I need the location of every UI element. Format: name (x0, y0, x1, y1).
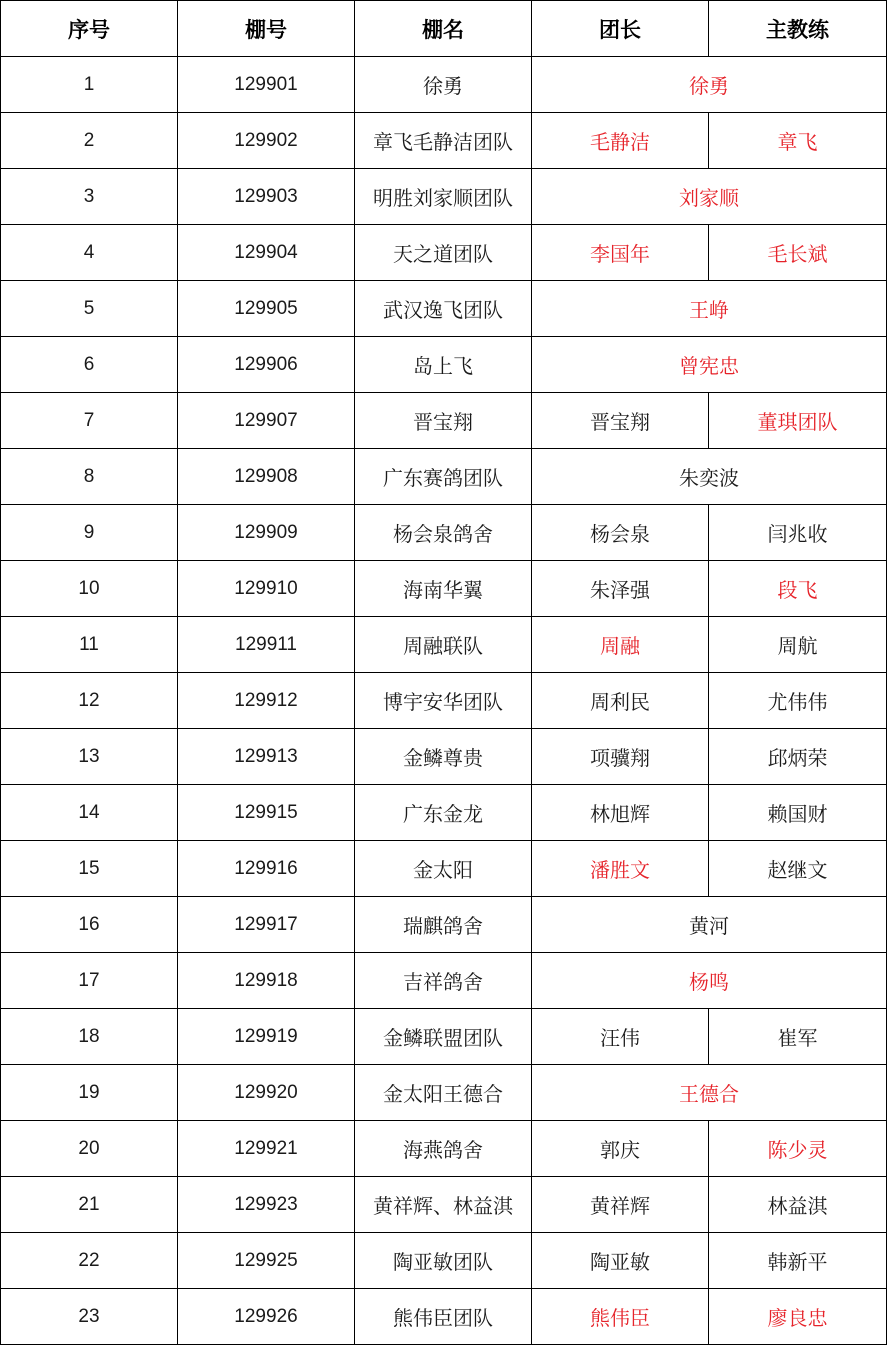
cell-loft-code: 129907 (178, 393, 355, 449)
cell-coach: 董琪团队 (709, 393, 887, 449)
cell-coach: 廖良忠 (709, 1289, 887, 1345)
table-row (1, 1065, 887, 1121)
cell-loft-name: 吉祥鸽舍 (355, 953, 532, 1009)
cell-index: 2 (1, 113, 178, 169)
header-index: 序号 (1, 1, 178, 57)
cell-leader-coach: 王德合 (532, 1065, 887, 1121)
cell-coach: 陈少灵 (709, 1121, 887, 1177)
cell-leader: 晋宝翔 (532, 393, 709, 449)
cell-index: 10 (1, 561, 178, 617)
cell-coach: 林益淇 (709, 1177, 887, 1233)
cell-loft-name: 熊伟臣团队 (355, 1289, 532, 1345)
cell-loft-name: 章飞毛静洁团队 (355, 113, 532, 169)
cell-loft-name: 武汉逸飞团队 (355, 281, 532, 337)
table-row (1, 785, 887, 841)
cell-loft-code: 129902 (178, 113, 355, 169)
table-row (1, 1233, 887, 1289)
cell-index: 5 (1, 281, 178, 337)
cell-leader: 毛静洁 (532, 113, 709, 169)
cell-loft-code: 129920 (178, 1065, 355, 1121)
cell-index: 12 (1, 673, 178, 729)
header-loft-code: 棚号 (178, 1, 355, 57)
cell-index: 6 (1, 337, 178, 393)
cell-index: 16 (1, 897, 178, 953)
cell-loft-name: 瑞麒鸽舍 (355, 897, 532, 953)
cell-index: 8 (1, 449, 178, 505)
cell-leader-coach: 徐勇 (532, 57, 887, 113)
cell-loft-name: 天之道团队 (355, 225, 532, 281)
table-row (1, 729, 887, 785)
cell-loft-name: 海燕鸽舍 (355, 1121, 532, 1177)
table-row (1, 1121, 887, 1177)
header-row (1, 1, 887, 57)
cell-coach: 尤伟伟 (709, 673, 887, 729)
cell-index: 21 (1, 1177, 178, 1233)
cell-loft-name: 杨会泉鸽舍 (355, 505, 532, 561)
table-row (1, 561, 887, 617)
cell-coach: 邱炳荣 (709, 729, 887, 785)
cell-loft-code: 129903 (178, 169, 355, 225)
cell-loft-name: 金鳞尊贵 (355, 729, 532, 785)
cell-index: 11 (1, 617, 178, 673)
cell-loft-name: 陶亚敏团队 (355, 1233, 532, 1289)
cell-leader: 林旭辉 (532, 785, 709, 841)
cell-loft-code: 129916 (178, 841, 355, 897)
cell-loft-code: 129915 (178, 785, 355, 841)
table-row (1, 505, 887, 561)
cell-loft-code: 129921 (178, 1121, 355, 1177)
cell-leader: 周利民 (532, 673, 709, 729)
header-coach: 主教练 (709, 1, 887, 57)
cell-coach: 章飞 (709, 113, 887, 169)
cell-index: 20 (1, 1121, 178, 1177)
cell-leader: 杨会泉 (532, 505, 709, 561)
cell-loft-name: 金太阳王德合 (355, 1065, 532, 1121)
cell-loft-code: 129913 (178, 729, 355, 785)
cell-loft-code: 129925 (178, 1233, 355, 1289)
cell-coach: 崔军 (709, 1009, 887, 1065)
cell-loft-code: 129906 (178, 337, 355, 393)
cell-loft-code: 129909 (178, 505, 355, 561)
table-row (1, 1009, 887, 1065)
cell-loft-name: 广东赛鸽团队 (355, 449, 532, 505)
table-row (1, 673, 887, 729)
cell-loft-code: 129926 (178, 1289, 355, 1345)
cell-loft-name: 博宇安华团队 (355, 673, 532, 729)
cell-coach: 毛长斌 (709, 225, 887, 281)
cell-coach: 段飞 (709, 561, 887, 617)
cell-loft-code: 129904 (178, 225, 355, 281)
cell-coach: 赵继文 (709, 841, 887, 897)
cell-loft-code: 129923 (178, 1177, 355, 1233)
table-row (1, 841, 887, 897)
cell-leader: 周融 (532, 617, 709, 673)
cell-leader: 黄祥辉 (532, 1177, 709, 1233)
cell-index: 23 (1, 1289, 178, 1345)
cell-index: 22 (1, 1233, 178, 1289)
table-row (1, 281, 887, 337)
cell-index: 18 (1, 1009, 178, 1065)
header-loft-name: 棚名 (355, 1, 532, 57)
table-row (1, 57, 887, 113)
table-row (1, 617, 887, 673)
cell-loft-code: 129908 (178, 449, 355, 505)
table-row (1, 113, 887, 169)
table-row (1, 169, 887, 225)
cell-coach: 闫兆收 (709, 505, 887, 561)
cell-loft-code: 129911 (178, 617, 355, 673)
table-body (1, 57, 887, 1345)
cell-loft-name: 黄祥辉、林益淇 (355, 1177, 532, 1233)
cell-leader: 汪伟 (532, 1009, 709, 1065)
cell-loft-name: 明胜刘家顺团队 (355, 169, 532, 225)
cell-coach: 韩新平 (709, 1233, 887, 1289)
table-row (1, 1177, 887, 1233)
cell-loft-name: 金太阳 (355, 841, 532, 897)
cell-coach: 赖国财 (709, 785, 887, 841)
cell-loft-name: 岛上飞 (355, 337, 532, 393)
cell-loft-code: 129905 (178, 281, 355, 337)
cell-index: 19 (1, 1065, 178, 1121)
cell-loft-name: 晋宝翔 (355, 393, 532, 449)
cell-index: 3 (1, 169, 178, 225)
cell-leader-coach: 杨鸣 (532, 953, 887, 1009)
cell-loft-name: 金鳞联盟团队 (355, 1009, 532, 1065)
cell-leader-coach: 黄河 (532, 897, 887, 953)
cell-index: 7 (1, 393, 178, 449)
cell-loft-name: 海南华翼 (355, 561, 532, 617)
cell-index: 4 (1, 225, 178, 281)
cell-leader: 郭庆 (532, 1121, 709, 1177)
cell-loft-name: 徐勇 (355, 57, 532, 113)
cell-leader-coach: 朱奕波 (532, 449, 887, 505)
cell-index: 1 (1, 57, 178, 113)
cell-coach: 周航 (709, 617, 887, 673)
cell-index: 15 (1, 841, 178, 897)
cell-loft-code: 129910 (178, 561, 355, 617)
cell-leader: 熊伟臣 (532, 1289, 709, 1345)
cell-loft-code: 129917 (178, 897, 355, 953)
cell-leader: 潘胜文 (532, 841, 709, 897)
cell-leader-coach: 刘家顺 (532, 169, 887, 225)
table-row (1, 337, 887, 393)
header-leader: 团长 (532, 1, 709, 57)
cell-leader: 李国年 (532, 225, 709, 281)
table-row (1, 1289, 887, 1345)
cell-leader: 陶亚敏 (532, 1233, 709, 1289)
cell-loft-name: 广东金龙 (355, 785, 532, 841)
table-row (1, 393, 887, 449)
cell-loft-code: 129918 (178, 953, 355, 1009)
cell-loft-code: 129912 (178, 673, 355, 729)
cell-index: 14 (1, 785, 178, 841)
cell-leader-coach: 曾宪忠 (532, 337, 887, 393)
cell-leader-coach: 王峥 (532, 281, 887, 337)
table-row (1, 897, 887, 953)
cell-index: 9 (1, 505, 178, 561)
cell-loft-name: 周融联队 (355, 617, 532, 673)
table-row (1, 449, 887, 505)
cell-index: 13 (1, 729, 178, 785)
table-row (1, 225, 887, 281)
cell-loft-code: 129919 (178, 1009, 355, 1065)
table-row (1, 953, 887, 1009)
cell-index: 17 (1, 953, 178, 1009)
cell-loft-code: 129901 (178, 57, 355, 113)
cell-leader: 项骥翔 (532, 729, 709, 785)
cell-leader: 朱泽强 (532, 561, 709, 617)
